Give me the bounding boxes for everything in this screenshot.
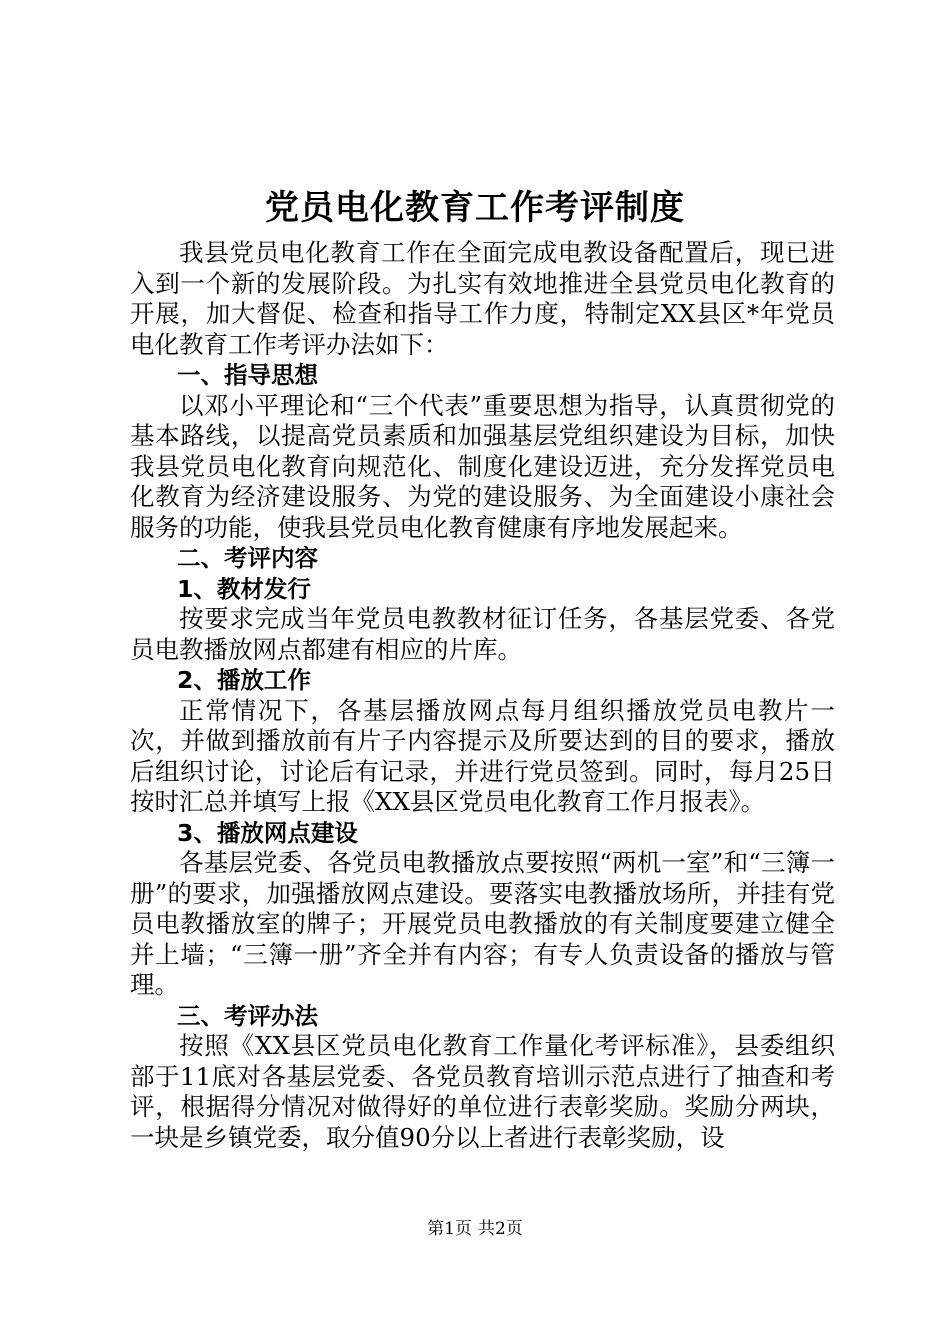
document-title: 党员电化教育工作考评制度 [265,188,685,228]
section-heading-guiding-ideology: 一、指导思想 [177,361,318,389]
page-total: 共2页 [478,1219,523,1239]
document-body [130,238,835,1153]
page-number: 第1页 [427,1219,472,1239]
page-footer [0,1217,950,1241]
section-paragraph-evaluation-method: 按照《XX县区党员电化教育工作量化考评标准》，县委组织部于11底对各基层党委、各党员教育培训示范点进行了抽查和考评，根据得分情况对做得好的单位进行表彰奖励。奖励分两块，一块是乡镇党委，取分值90分以上者进行表彰奖励，设 [130,1031,835,1152]
subsection-heading-broadcasting: 2、播放工作 [177,666,311,694]
subsection-heading-network-building: 3、播放网点建设 [177,818,358,847]
intro-paragraph: 我县党员电化教育工作在全面完成电教设备配置后，现已进入到一个新的发展阶段。为扎实有效地推进全县党员电化教育的开展，加大督促、检查和指导工作力度，特制定XX县区*年党员电化教育工作考评办法如下： [130,238,835,359]
subsection-heading-materials: 1、教材发行 [177,574,311,603]
subsection-paragraph-materials: 按要求完成当年党员电教教材征订任务，各基层党委、各党员电教播放网点都建有相应的片库。 [130,604,835,664]
section-heading-evaluation-method: 三、考评办法 [177,1001,318,1030]
subsection-paragraph-broadcasting: 正常情况下，各基层播放网点每月组织播放党员电教片一次，并做到播放前有片子内容提示及所要达到的目的要求，播放后组织讨论，讨论后有记录，并进行党员签到。同时，每月25日按时汇总并填写上报《XX县区党员电化教育工作月报表》。 [130,695,835,816]
subsection-paragraph-network-building: 各基层党委、各党员电教播放点要按照“两机一室”和“三簿一册”的要求，加强播放网点建设。要落实电教播放场所，并挂有党员电教播放室的牌子；开展党员电教播放的有关制度要建立健全并上墙；“三簿一册”齐全并有内容；有专人负责设备的播放与管理。 [130,848,835,999]
section-heading-evaluation-content: 二、考评内容 [177,544,318,572]
section-paragraph-guiding-ideology: 以邓小平理论和“三个代表”重要思想为指导，认真贯彻党的基本路线，以提高党员素质和加强基层党组织建设为目标，加快我县党员电化教育向规范化、制度化建设迈进，充分发挥党员电化教育为经济建设服务、为党的建设服务、为全面建设小康社会服务的功能，使我县党员电化教育健康有序地发展起来。 [130,390,835,542]
